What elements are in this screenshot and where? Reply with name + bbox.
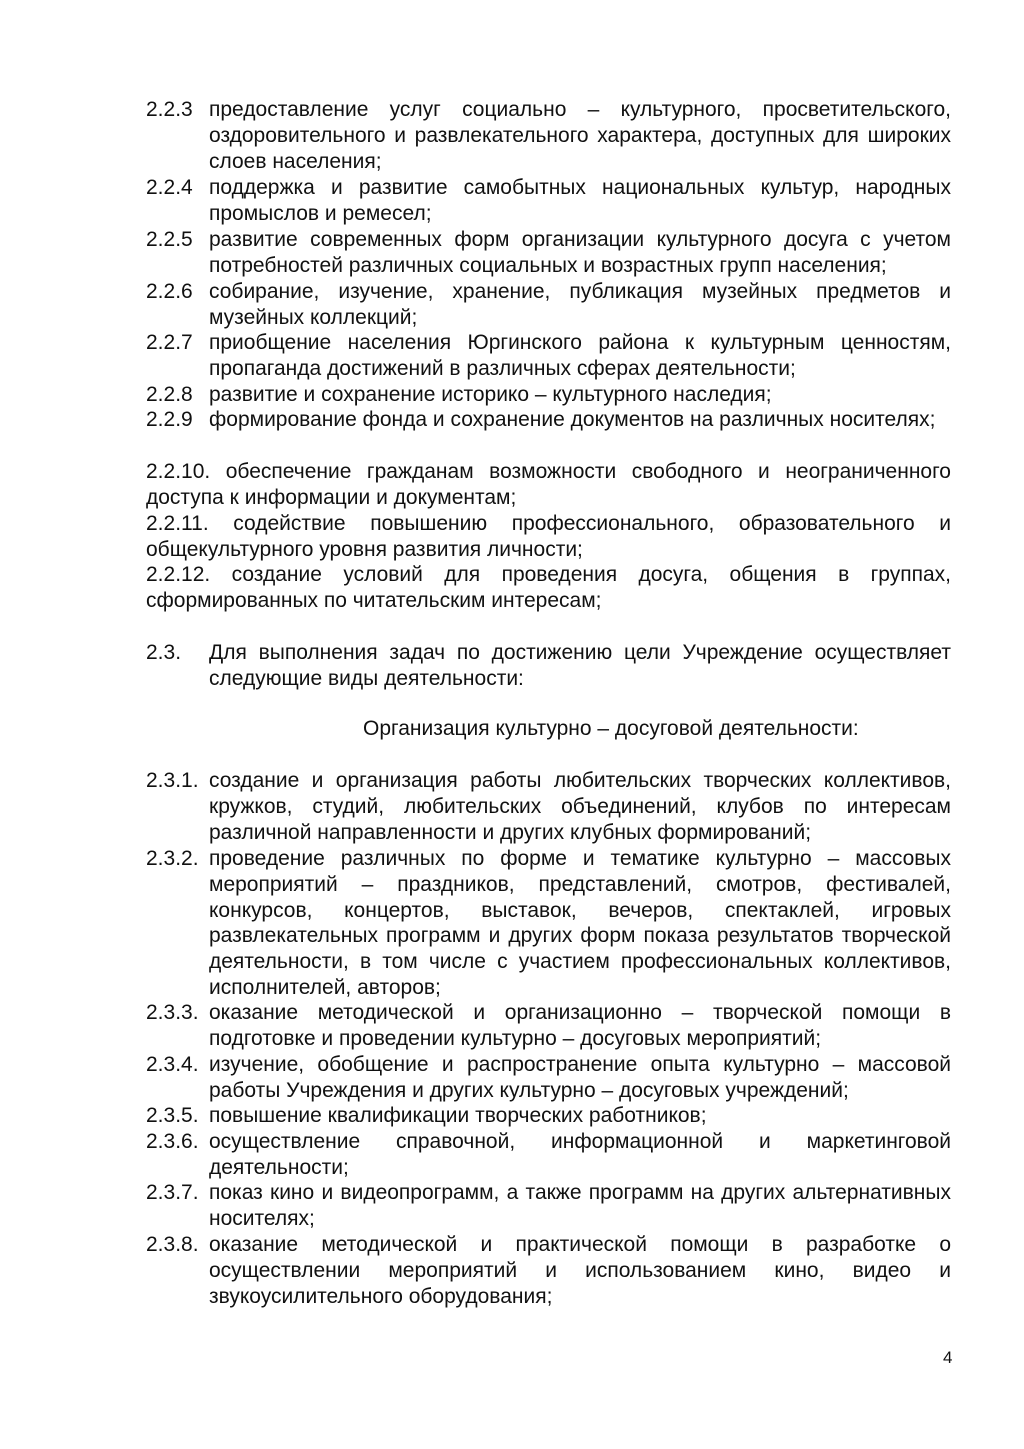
item-number: 2.2.8 xyxy=(146,383,193,406)
section-text: Для выполнения задач по достижению цели Учреждение осуществляет следующие виды деятельности: xyxy=(209,641,951,690)
list-item xyxy=(146,1103,951,1129)
item-number: 2.3.1. xyxy=(146,769,199,792)
item-text: поддержка и развитие самобытных национальных культур, народных промыслов и ремесел; xyxy=(209,176,951,225)
item-number: 2.2.3 xyxy=(146,98,193,121)
item-text: оказание методической и практической помощи в разработке о осуществлении мероприятий и использованием кино, видео и звукоусилительного оборудования; xyxy=(209,1233,951,1308)
item-number: 2.3.5. xyxy=(146,1104,199,1127)
item-text: оказание методической и организационно – творческой помощи в подготовке и проведении культурно – досуговых мероприятий; xyxy=(209,1001,951,1050)
item-text: изучение, обобщение и распространение опыта культурно – массовой работы Учреждения и других культурно – досуговых учреждений; xyxy=(209,1053,951,1102)
item-text: осуществление справочной, информационной и маркетинговой деятельности; xyxy=(209,1130,951,1179)
item-number: 2.3.7. xyxy=(146,1181,199,1204)
item-number: 2.3.4. xyxy=(146,1053,199,1076)
list-item xyxy=(146,330,951,382)
item-number: 2.3.6. xyxy=(146,1130,199,1153)
item-text: предоставление услуг социально – культурного, просветительского, оздоровительного и развлекательного характера, доступных для широких слоев населения; xyxy=(209,98,951,173)
item-text: развитие и сохранение историко – культурного наследия; xyxy=(209,383,772,406)
item-number: 2.2.7 xyxy=(146,331,193,354)
list-item xyxy=(146,1000,951,1052)
list-item xyxy=(146,1129,951,1181)
list-item xyxy=(146,227,951,279)
item-text: формирование фонда и сохранение документов на различных носителях; xyxy=(209,408,936,431)
item-text: приобщение населения Юргинского района к культурным ценностям, пропаганда достижений в различных сферах деятельности; xyxy=(209,331,951,380)
item-number: 2.2.4 xyxy=(146,176,193,199)
item-number: 2.2.9 xyxy=(146,408,193,431)
item-number: 2.2.5 xyxy=(146,228,193,251)
page-number: 4 xyxy=(943,1348,953,1367)
item-text: собирание, изучение, хранение, публикация музейных предметов и музейных коллекций; xyxy=(209,280,951,329)
list-item xyxy=(146,1180,951,1232)
list-item xyxy=(146,846,951,1001)
item-number: 2.3.3. xyxy=(146,1001,199,1024)
list-item xyxy=(146,97,951,174)
paragraph: 2.2.12. создание условий для проведения досуга, общения в группах, сформированных по читательским интересам; xyxy=(146,563,951,612)
paragraph: 2.2.11. содействие повышению профессионального, образовательного и общекультурного уровня развития личности; xyxy=(146,512,951,561)
item-text: показ кино и видеопрограмм, а также программ на других альтернативных носителях; xyxy=(209,1181,951,1230)
subheading: Организация культурно – досуговой деятельности: xyxy=(363,717,859,740)
item-text: проведение различных по форме и тематике культурно – массовых мероприятий – праздников, представлений, смотров, фестивалей, конкурсов, концертов, выставок, вечеров, спектаклей, игровых развлекательных программ и других форм показа результатов творческой деятельности, в том числе с участием профессиональных коллективов, исполнителей, авторов; xyxy=(209,847,951,999)
list-item xyxy=(146,1232,951,1309)
list-item xyxy=(146,1052,951,1104)
list-item xyxy=(146,279,951,331)
section-number: 2.3. xyxy=(146,641,182,664)
item-number: 2.3.8. xyxy=(146,1233,199,1256)
list-item xyxy=(146,175,951,227)
item-text: создание и организация работы любительских творческих коллективов, кружков, студий, любительских объединений, клубов по интересам различной направленности и других клубных формирований; xyxy=(209,769,951,844)
section-item xyxy=(146,640,951,692)
list-item xyxy=(146,407,951,433)
item-text: развитие современных форм организации культурного досуга с учетом потребностей различных социальных и возрастных групп населения; xyxy=(209,228,951,277)
item-number: 2.3.2. xyxy=(146,847,199,870)
item-text: повышение квалификации творческих работников; xyxy=(209,1104,707,1127)
list-item xyxy=(146,768,951,845)
paragraph: 2.2.10. обеспечение гражданам возможности свободного и неограниченного доступа к информации и документам; xyxy=(146,460,951,509)
item-number: 2.2.6 xyxy=(146,280,193,303)
list-item xyxy=(146,382,951,408)
